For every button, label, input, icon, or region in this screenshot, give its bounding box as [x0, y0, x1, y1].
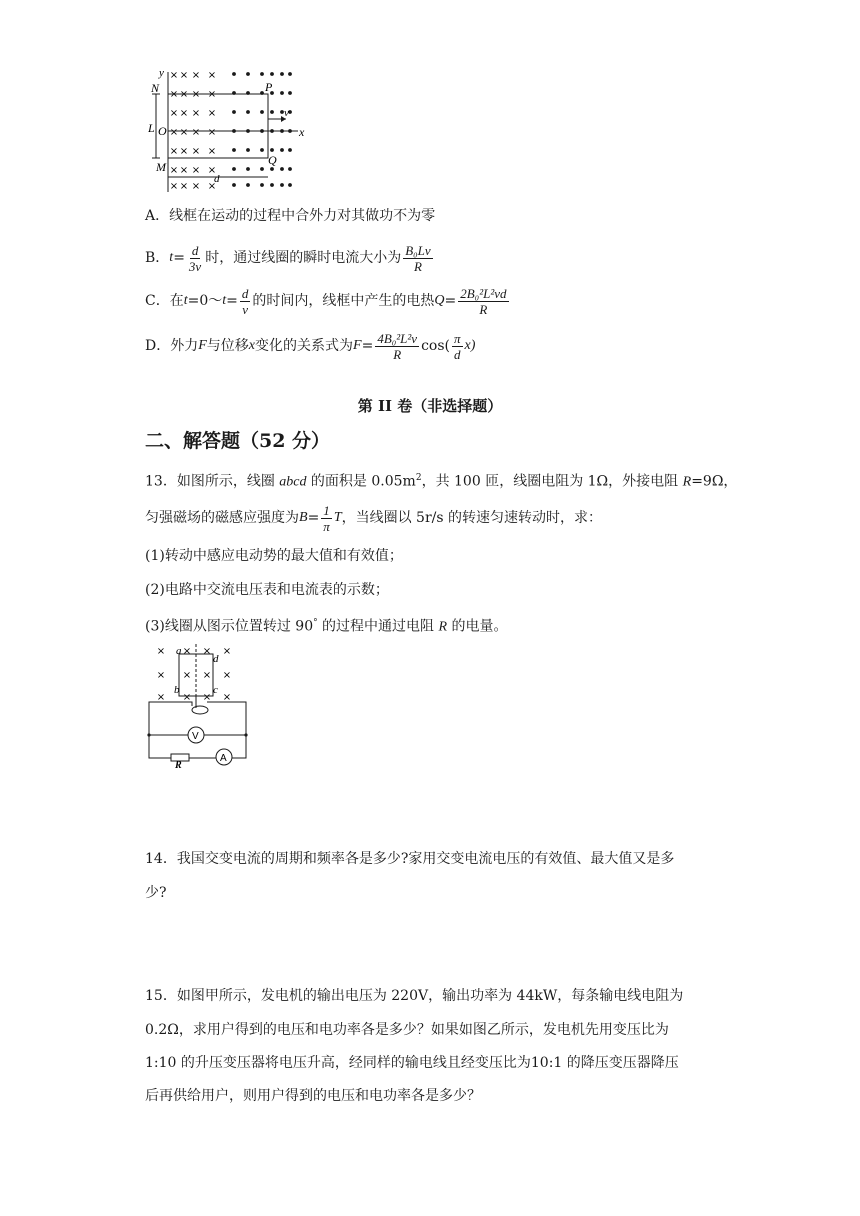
- cross-mark: ×: [207, 146, 217, 157]
- option-d-frac2-num: π: [454, 330, 461, 346]
- dot-mark: [232, 110, 236, 114]
- cross-mark: ×: [191, 89, 201, 100]
- cross-mark: ×: [191, 146, 201, 157]
- q13-s3-a: (3)线圈从图示位置转过 90: [145, 618, 314, 635]
- option-c-t2: t: [222, 293, 227, 308]
- dot-mark: [270, 110, 274, 114]
- label-o: O: [158, 124, 167, 138]
- dot-mark: [260, 148, 264, 152]
- cross-mark: ×: [179, 146, 189, 157]
- label-q: Q: [268, 153, 277, 167]
- label-m: M: [156, 160, 166, 174]
- cross-mark: ×: [207, 181, 217, 192]
- voltmeter-label: V: [192, 731, 199, 742]
- label-l: L: [148, 121, 155, 135]
- cross-mark: ×: [202, 670, 212, 681]
- option-c-frac2: [458, 286, 508, 317]
- q13-sub1: (1)转动中感应电动势的最大值和有效值；: [145, 548, 403, 564]
- option-c: [145, 281, 511, 321]
- q13-sub3: [145, 613, 508, 638]
- option-b-prefix: B．: [145, 250, 170, 266]
- option-d-frac-den: R: [393, 346, 402, 362]
- cross-mark: ×: [179, 165, 189, 176]
- dot-mark: [260, 183, 264, 187]
- q13-l2-c: ，当线圈以 5r/s 的转速匀速转动时，求：: [341, 510, 603, 526]
- q14-line1: 14．我国交变电流的周期和频率各是多少?家用交变电流电压的有效值、最大值又是多: [145, 851, 675, 867]
- cross-mark: ×: [207, 89, 217, 100]
- q13-l2-a: 匀强磁场的磁感应强度为: [145, 510, 299, 526]
- option-b-frac: [187, 243, 203, 274]
- dot-mark: [270, 148, 274, 152]
- dot-mark: [288, 183, 292, 187]
- option-c-mid2: 的时间内，线框中产生的电热: [252, 293, 435, 309]
- dot-mark: [288, 91, 292, 95]
- dot-mark: [260, 167, 264, 171]
- option-d-cos: cos(: [421, 338, 450, 354]
- q13-s3-b: 的过程中通过电阻: [317, 618, 439, 635]
- dot-mark: [260, 72, 264, 76]
- coil-label-a: a: [176, 645, 182, 657]
- option-d-end: x): [464, 338, 476, 353]
- option-c-frac2-den: R: [479, 301, 488, 317]
- option-c-t1: t: [183, 293, 188, 308]
- option-b: [145, 238, 435, 278]
- dot-mark: [280, 148, 284, 152]
- cross-mark: ×: [179, 108, 189, 119]
- option-b-eq: =: [173, 250, 185, 266]
- cross-mark: ×: [222, 670, 232, 681]
- cross-mark: ×: [191, 108, 201, 119]
- dot-mark: [232, 72, 236, 76]
- option-d-prefix: D．外力: [145, 338, 199, 354]
- option-a-text: A．线框在运动的过程中合外力对其做功不为零: [145, 208, 436, 224]
- cross-mark: ×: [169, 89, 179, 100]
- coil-label-c: c: [213, 684, 218, 696]
- option-b-mid: 时，通过线圈的瞬时电流大小为: [205, 250, 402, 266]
- q13-line1: [145, 468, 737, 493]
- cross-mark: ×: [169, 108, 179, 119]
- dot-mark: [288, 148, 292, 152]
- dot-mark: [232, 183, 236, 187]
- cross-mark: ×: [191, 127, 201, 138]
- dot-mark: [288, 167, 292, 171]
- part2-title: 第 II 卷（非选择题）: [357, 397, 503, 415]
- q13-l2-eq: =: [307, 510, 320, 526]
- option-d-f: F: [198, 338, 207, 353]
- label-p: P: [265, 80, 273, 94]
- cross-mark: ×: [202, 692, 212, 703]
- option-c-frac2-num: 2B₀²L²vd: [460, 285, 507, 301]
- q13-l2-frac-num: 1: [323, 502, 330, 518]
- cross-mark: ×: [179, 70, 189, 81]
- q13-l1-c: ，共 100 匝，线圈电阻为 1Ω，外接电阻: [421, 473, 683, 490]
- cross-mark: ×: [169, 181, 179, 192]
- option-d: [145, 326, 475, 366]
- dot-mark: [246, 148, 250, 152]
- q13-l2-frac-den: π: [323, 518, 330, 534]
- label-d: d: [214, 173, 220, 185]
- cross-mark: ×: [156, 670, 166, 681]
- cross-mark: ×: [179, 181, 189, 192]
- label-v: v: [284, 107, 289, 119]
- option-d-frac2: [452, 331, 463, 362]
- q13-l1-r: R: [682, 474, 692, 490]
- dot-mark: [280, 167, 284, 171]
- q13-l2-frac: [321, 503, 332, 534]
- option-c-frac-den: v: [242, 301, 249, 317]
- cross-mark: ×: [169, 70, 179, 81]
- cross-mark: ×: [169, 146, 179, 157]
- q15-line4: 后再供给用户，则用户得到的电压和电功率各是多少？: [145, 1088, 481, 1104]
- coil-label-d: d: [213, 653, 219, 665]
- q15-line3: 1:10 的升压变压器将电压升高，经同样的输电线且经变压比为10:1 的降压变压器降压: [145, 1055, 679, 1071]
- option-b-t: t: [169, 250, 174, 265]
- q13-l1-a: 13．如图所示，线圈: [145, 473, 280, 490]
- option-d-f2: F: [353, 338, 362, 353]
- dot-mark: [270, 167, 274, 171]
- cross-mark: ×: [191, 165, 201, 176]
- q13-l2-b-var: B: [299, 510, 308, 525]
- cross-mark: ×: [191, 181, 201, 192]
- dot-mark: [232, 167, 236, 171]
- ammeter-label: A: [220, 753, 227, 764]
- q13-line2: [145, 498, 602, 538]
- dot-mark: [246, 72, 250, 76]
- cross-mark: ×: [191, 70, 201, 81]
- cross-mark: ×: [207, 165, 217, 176]
- option-c-eq2: =: [444, 293, 457, 309]
- option-c-eq: =: [226, 293, 238, 309]
- dot-mark: [288, 72, 292, 76]
- option-c-frac-num: d: [241, 285, 249, 301]
- option-b-frac2-den: R: [413, 258, 422, 274]
- cross-mark: ×: [156, 646, 166, 657]
- q14-line2: 少?: [145, 885, 167, 901]
- cross-mark: ×: [207, 108, 217, 119]
- option-d-mid1: 与位移: [206, 338, 249, 354]
- dot-mark: [270, 183, 274, 187]
- cross-mark: ×: [169, 165, 179, 176]
- q13-l1-sup: 2: [415, 473, 422, 483]
- q15-line1: 15．如图甲所示，发电机的输出电压为 220V，输出功率为 44kW，每条输电线电阻为: [145, 988, 684, 1004]
- dot-mark: [232, 148, 236, 152]
- label-n: N: [151, 81, 160, 95]
- q13-s3-r: R: [438, 619, 448, 635]
- option-c-frac: [240, 286, 251, 317]
- dot-mark: [270, 72, 274, 76]
- figure-magnetic-frame: [148, 64, 308, 196]
- dot-mark: [246, 110, 250, 114]
- cross-mark: ×: [222, 646, 232, 657]
- q13-sub2: (2)电路中交流电压表和电流表的示数；: [145, 582, 389, 598]
- option-d-eq: =: [361, 338, 374, 354]
- dot-mark: [246, 167, 250, 171]
- option-d-mid2: 变化的关系式为: [255, 338, 354, 354]
- option-d-frac: [375, 331, 419, 362]
- option-b-frac2-num: B₀Lv: [405, 242, 431, 258]
- cross-mark: ×: [222, 692, 232, 703]
- q13-l1-abcd: abcd: [279, 474, 307, 490]
- option-b-frac-den: 3v: [188, 258, 202, 274]
- field-crosses: [157, 646, 231, 703]
- coil-label-b: b: [174, 684, 180, 696]
- dot-mark: [246, 183, 250, 187]
- option-d-x: x: [248, 338, 256, 353]
- option-c-prefix: C．在: [145, 293, 184, 309]
- cross-mark: ×: [179, 89, 189, 100]
- section-title: 二、解答题（52 分）: [145, 430, 331, 452]
- label-x: x: [299, 125, 305, 139]
- q13-l1-b: 的面积是 0.05m: [306, 473, 416, 490]
- dot-mark: [280, 183, 284, 187]
- resistor-label: R: [175, 760, 182, 768]
- option-a: [145, 206, 435, 226]
- option-b-frac2: [403, 243, 432, 274]
- option-d-frac-num: 4B₀²L²v: [377, 330, 418, 346]
- dot-mark: [260, 110, 264, 114]
- cross-mark: ×: [182, 692, 192, 703]
- option-b-frac-num: d: [191, 242, 199, 258]
- figure-coil-circuit: [145, 640, 255, 768]
- q13-l2-t: T: [333, 510, 342, 525]
- q13-s3-c: 的电量。: [447, 618, 508, 635]
- cross-mark: ×: [207, 127, 217, 138]
- option-c-mid1: =0～: [187, 293, 223, 309]
- q15-line2: 0.2Ω，求用户得到的电压和电功率各是多少？如果如图乙所示，发电机先用变压比为: [145, 1022, 669, 1038]
- label-y: y: [159, 67, 164, 79]
- dot-mark: [280, 91, 284, 95]
- cross-mark: ×: [202, 646, 212, 657]
- cross-mark: ×: [156, 692, 166, 703]
- cross-mark: ×: [207, 70, 217, 81]
- cross-mark: ×: [169, 127, 179, 138]
- option-d-frac2-den: d: [454, 346, 461, 362]
- cross-mark: ×: [179, 127, 189, 138]
- dot-mark: [280, 72, 284, 76]
- option-c-q: Q: [434, 293, 445, 308]
- q13-s3-sup: °: [313, 618, 318, 628]
- q13-l1-d: =9Ω，: [691, 473, 738, 490]
- cross-mark: ×: [182, 670, 192, 681]
- cross-mark: ×: [182, 646, 192, 657]
